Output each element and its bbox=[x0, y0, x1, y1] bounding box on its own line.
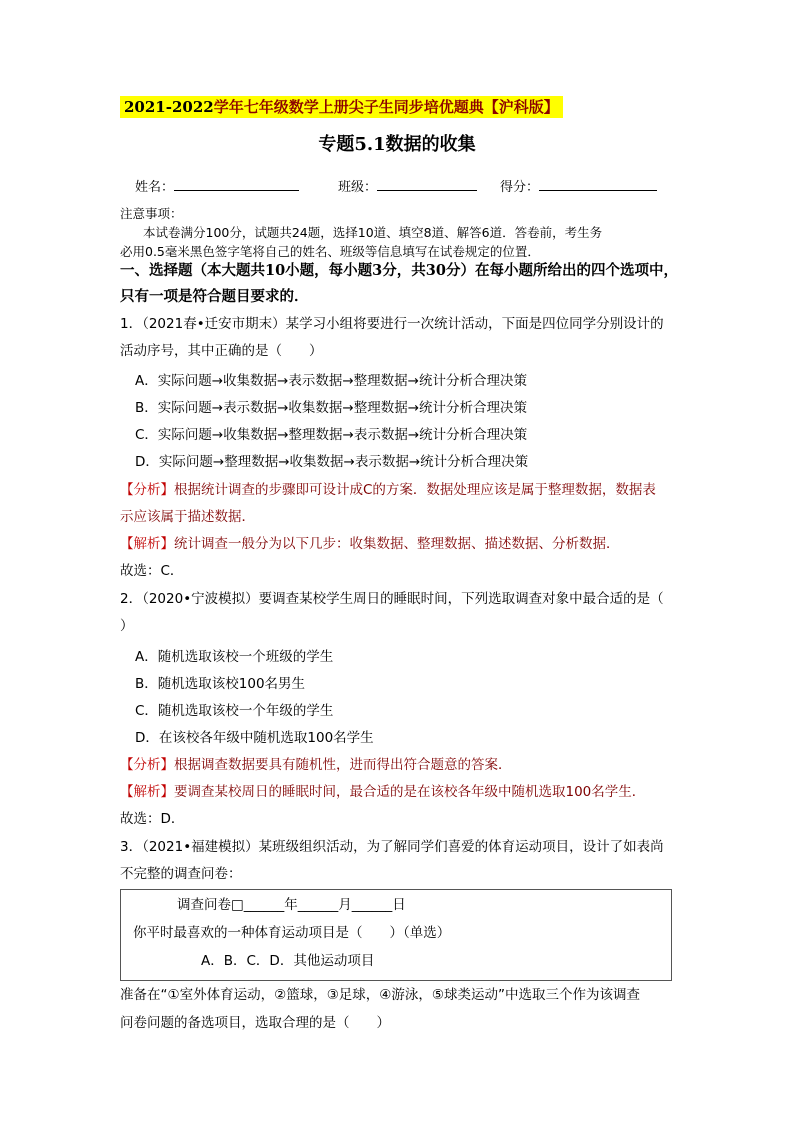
score-label: 得分： bbox=[500, 180, 540, 195]
class-blank[interactable] bbox=[377, 178, 477, 191]
q2-option-c: C．随机选取该校一个年级的学生 bbox=[135, 703, 334, 719]
q1-analysis-tag: 【分析】 bbox=[120, 482, 174, 498]
name-label: 姓名： bbox=[135, 180, 175, 195]
q1-analysis-line-1: 【分析】根据统计调查的步骤即可设计成C的方案．数据处理应该是属于整理数据，数据表 bbox=[120, 482, 656, 498]
header-series: 学年七年级数学上册尖子生同步培优题典【沪科版】 bbox=[213, 98, 559, 116]
q2-stem-line-2: ） bbox=[120, 618, 134, 634]
q2-solution: 【解析】要调查某校周日的睡眠时间，最合适的是在该校各年级中随机选取100名学生． bbox=[120, 784, 646, 800]
header-years: 2021-2022 bbox=[124, 98, 214, 116]
class-field[interactable] bbox=[338, 176, 477, 195]
q3-stem-line-1: 3．（2021•福建模拟）某班级组织活动，为了解同学们喜爱的体育运动项目，设计了如表尚 bbox=[120, 839, 664, 855]
q3-stem-line-2: 不完整的调查问卷： bbox=[120, 866, 242, 882]
q1-option-a: A．实际问题→收集数据→表示数据→整理数据→统计分析合理决策 bbox=[135, 373, 527, 389]
section-heading-line-2: 只有一项是符合题目要求的． bbox=[120, 288, 309, 305]
q2-analysis-tag: 【分析】 bbox=[120, 757, 174, 773]
notes-line-2: 必用0.5毫米黑色签字笔将自己的姓名、班级等信息填写在试卷规定的位置． bbox=[120, 244, 540, 259]
q1-answer: 故选：C． bbox=[120, 563, 184, 579]
q1-option-c: C．实际问题→收集数据→整理数据→表示数据→统计分析合理决策 bbox=[135, 427, 528, 443]
survey-options: A．B．C．D．其他运动项目 bbox=[201, 953, 375, 969]
q1-option-b: B．实际问题→表示数据→收集数据→整理数据→统计分析合理决策 bbox=[135, 400, 528, 416]
class-label: 班级： bbox=[338, 180, 378, 195]
score-field[interactable] bbox=[500, 176, 657, 195]
q2-option-b: B．随机选取该校100名男生 bbox=[135, 676, 306, 692]
survey-date-line: 调查问卷□______年______月______日 bbox=[177, 897, 406, 913]
q2-analysis: 【分析】根据调查数据要具有随机性，进而得出符合题意的答案． bbox=[120, 757, 512, 773]
score-blank[interactable] bbox=[539, 178, 657, 191]
name-field[interactable] bbox=[135, 176, 299, 195]
q3-continuation-line-1: 准备在“①室外体育运动，②篮球，③足球，④游泳，⑤球类运动”中选取三个作为该调查 bbox=[120, 987, 640, 1003]
q2-answer: 故选：D． bbox=[120, 811, 185, 827]
q2-solution-tag: 【解析】 bbox=[120, 784, 174, 800]
q1-stem-line-2: 活动序号，其中正确的是（ ） bbox=[120, 343, 323, 359]
section-heading-line-1: 一、选择题（本大题共10小题，每小题3分，共30分）在每小题所给出的四个选项中， bbox=[120, 262, 678, 279]
survey-question: 你平时最喜欢的一种体育运动项目是（ ）（单选） bbox=[133, 925, 451, 941]
q2-option-d: D．在该校各年级中随机选取100名学生 bbox=[135, 730, 374, 746]
q1-solution-tag: 【解析】 bbox=[120, 536, 174, 552]
name-blank[interactable] bbox=[174, 178, 299, 191]
q2-stem-line-1: 2．（2020•宁波模拟）要调查某校学生周日的睡眠时间，下列选取调查对象中最合适的是（ bbox=[120, 591, 664, 607]
series-header-banner bbox=[120, 96, 563, 118]
notes-line-1: 本试卷满分100分，试题共24题，选择10道、填空8道、解答6道．答卷前，考生务 bbox=[143, 225, 603, 240]
q1-stem-line-1: 1．（2021春•迁安市期末）某学习小组将要进行一次统计活动，下面是四位同学分别设计的 bbox=[120, 316, 664, 332]
q1-option-d: D．实际问题→整理数据→收集数据→表示数据→统计分析合理决策 bbox=[135, 454, 529, 470]
q3-continuation-line-2: 问卷问题的备选项目，选取合理的是（ ） bbox=[120, 1015, 390, 1031]
q2-option-a: A．随机选取该校一个班级的学生 bbox=[135, 649, 334, 665]
survey-questionnaire-box bbox=[120, 889, 672, 981]
notes-label: 注意事项： bbox=[120, 206, 183, 221]
q1-solution: 【解析】统计调查一般分为以下几步：收集数据、整理数据、描述数据、分析数据． bbox=[120, 536, 620, 552]
q1-analysis-line-2: 示应该属于描述数据． bbox=[120, 509, 255, 525]
page-title: 专题5.1数据的收集 bbox=[318, 134, 476, 155]
